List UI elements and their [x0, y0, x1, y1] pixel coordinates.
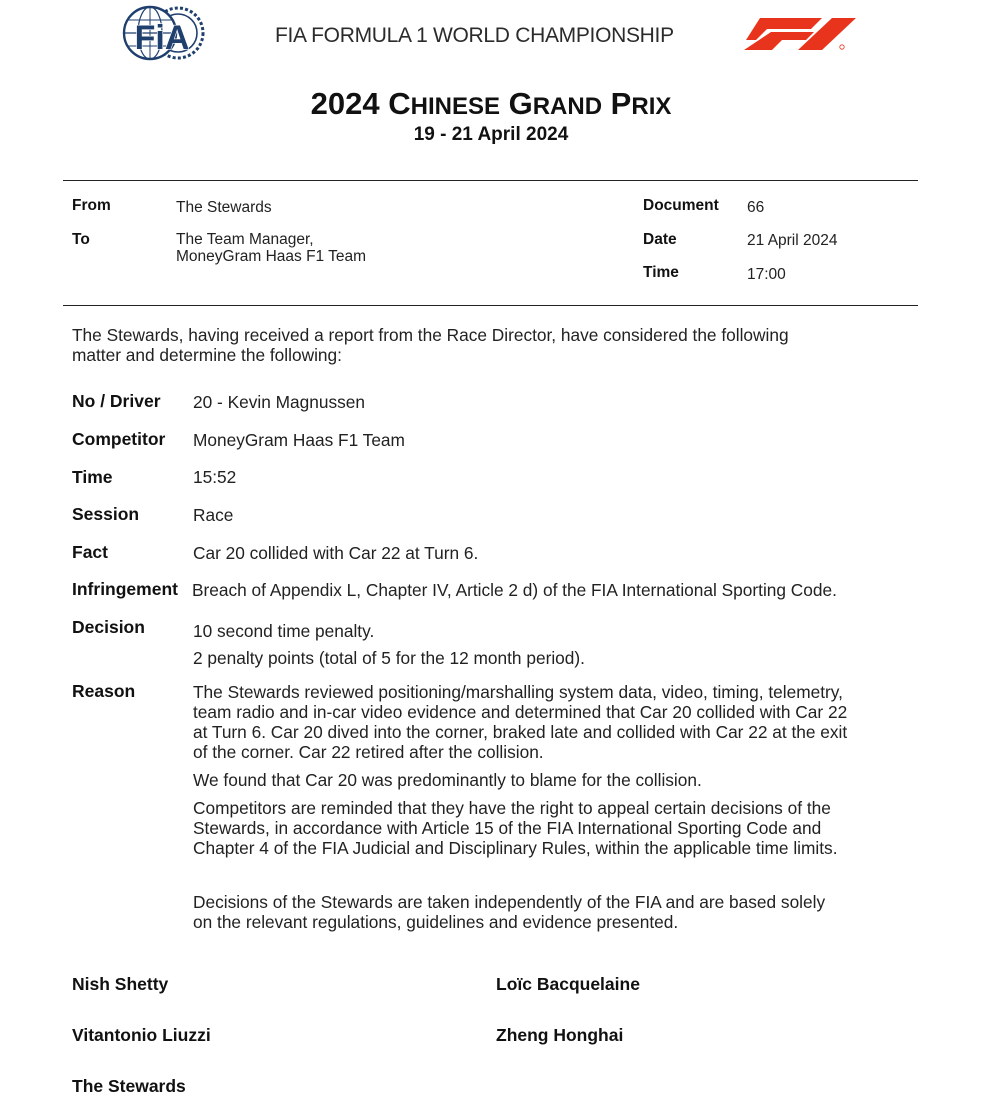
reason-line: on the relevant regulations, guidelines and evidence presented. — [193, 912, 679, 932]
to-value-line: The Team Manager, — [176, 231, 314, 248]
top-divider — [63, 180, 918, 181]
steward-signature: Zheng Honghai — [496, 1025, 624, 1045]
from-value: The Stewards — [176, 199, 272, 216]
decision-value — [193, 618, 918, 672]
decision-line: 2 penalty points (total of 5 for the 12 month period). — [193, 648, 585, 668]
reason-label: Reason — [72, 681, 136, 701]
infringement-label: Infringement — [72, 579, 178, 599]
event-year: 2024 — [310, 86, 380, 121]
competitor-label: Competitor — [72, 429, 166, 449]
document-number: 66 — [747, 199, 765, 216]
reason-paragraph — [193, 682, 918, 762]
reason-value — [193, 682, 918, 932]
intro-paragraph — [72, 325, 922, 365]
svg-text:FiA: FiA — [134, 19, 190, 57]
steward-signature: Vitantonio Liuzzi — [72, 1025, 211, 1045]
infringement-value: Breach of Appendix L, Chapter IV, Article 2 d) of the FIA International Sporting Code. — [192, 580, 837, 600]
title-rest: HINESE — [410, 93, 500, 120]
fia-logo-icon — [122, 5, 206, 61]
to-label: To — [72, 231, 90, 248]
session-value: Race — [193, 505, 234, 525]
time-value: 17:00 — [747, 266, 786, 283]
decision-line: 10 second time penalty. — [193, 621, 375, 641]
driver-label: No / Driver — [72, 391, 161, 411]
reason-line: Chapter 4 of the FIA Judicial and Disciplinary Rules, within the applicable time limits. — [193, 838, 838, 858]
championship-title: FIA FORMULA 1 WORLD CHAMPIONSHIP — [275, 24, 674, 47]
reason-line: The Stewards reviewed positioning/marshalling system data, video, timing, telemetry, — [193, 682, 843, 702]
session-label: Session — [72, 504, 140, 524]
reason-line: Stewards, in accordance with Article 15 of the FIA International Sporting Code and — [193, 818, 822, 838]
reason-line: of the corner. Car 22 retired after the collision. — [193, 742, 544, 762]
title-word-chinese — [388, 86, 500, 121]
intro-line: matter and determine the following: — [72, 345, 342, 365]
document-label: Document — [643, 197, 719, 214]
title-initial: G — [508, 86, 533, 121]
appeal-paragraph — [193, 798, 918, 858]
reason-line: Competitors are reminded that they have the right to appeal certain decisions of the — [193, 798, 831, 818]
time-label: Time — [643, 264, 679, 281]
to-value-line: MoneyGram Haas F1 Team — [176, 248, 367, 265]
to-value — [176, 231, 366, 265]
steward-signature: Nish Shetty — [72, 974, 169, 994]
date-value: 21 April 2024 — [747, 232, 838, 249]
f1-logo-icon — [738, 16, 860, 52]
reason-line: team radio and in-car video evidence and determined that Car 20 collided with Car 22 — [193, 702, 848, 722]
incident-time-label: Time — [72, 467, 113, 487]
bottom-divider — [63, 305, 918, 306]
date-label: Date — [643, 231, 677, 248]
event-title — [0, 86, 982, 122]
fact-label: Fact — [72, 542, 108, 562]
incident-time-value: 15:52 — [193, 467, 237, 487]
driver-value: 20 - Kevin Magnussen — [193, 392, 365, 412]
title-word-grand — [509, 86, 602, 121]
reason-line: We found that Car 20 was predominantly to blame for the collision. — [193, 770, 702, 790]
stewards-footer: The Stewards — [72, 1076, 186, 1096]
title-initial: C — [388, 86, 411, 121]
title-initial: P — [610, 86, 632, 121]
intro-line: The Stewards, having received a report from the Race Director, have considered the following — [72, 325, 789, 345]
decision-label: Decision — [72, 617, 145, 637]
steward-signature: Loïc Bacquelaine — [496, 974, 640, 994]
competitor-value: MoneyGram Haas F1 Team — [193, 430, 405, 450]
title-rest: RIX — [631, 93, 672, 120]
independence-paragraph — [193, 892, 918, 932]
reason-paragraph — [193, 770, 918, 790]
title-word-prix — [611, 86, 672, 121]
fact-value: Car 20 collided with Car 22 at Turn 6. — [193, 543, 479, 563]
event-dates: 19 - 21 April 2024 — [413, 124, 569, 145]
reason-line: Decisions of the Stewards are taken independently of the FIA and are based solely — [193, 892, 826, 912]
title-rest: RAND — [532, 93, 603, 120]
from-label: From — [72, 197, 111, 214]
reason-line: at Turn 6. Car 20 dived into the corner, braked late and collided with Car 22 at the exit — [193, 722, 848, 742]
